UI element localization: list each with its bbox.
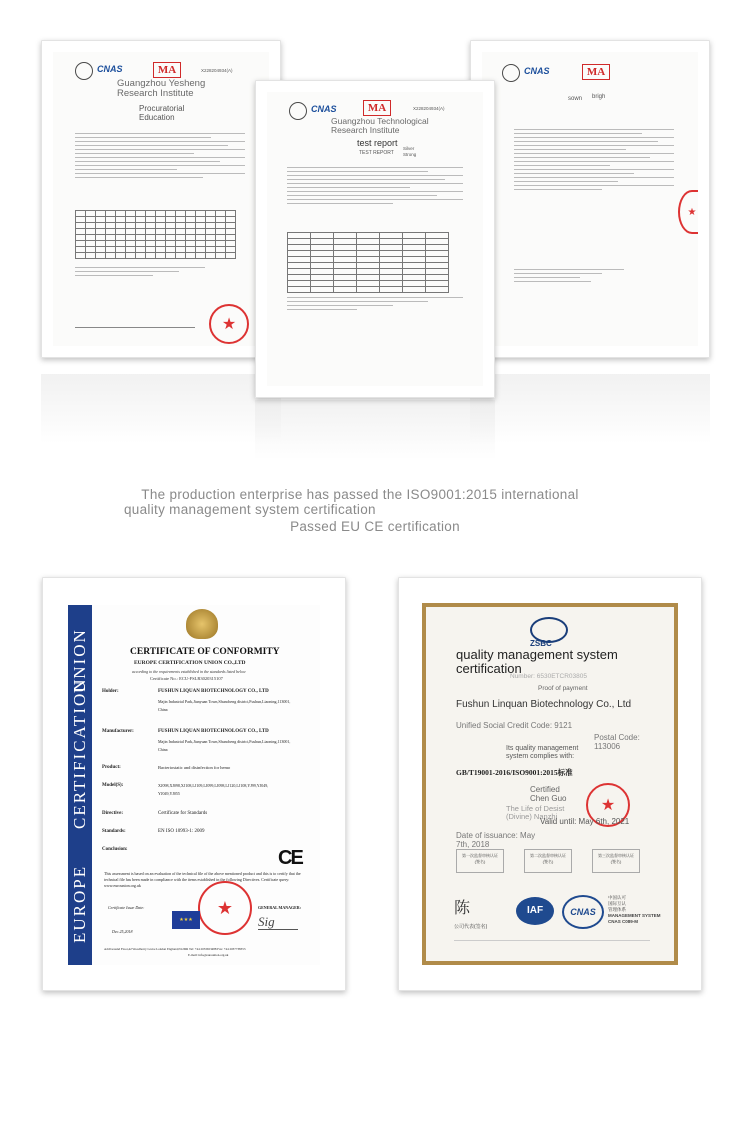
field-label-directive: Directive: xyxy=(102,811,124,816)
field-label-product: Product: xyxy=(102,765,121,770)
title-line-2: certification xyxy=(456,661,522,676)
brand-name: Guangzhou Yesheng xyxy=(117,78,206,89)
field-value-manufacturer: FUSHUN LIQUAN BIOTECHNOLOGY CO., LTD xyxy=(158,729,269,734)
mgmt-text-1: 中国认可 xyxy=(608,895,626,900)
report-body-text xyxy=(75,130,245,181)
field-label-models: Model(S): xyxy=(102,783,124,788)
title-line-1: quality management system xyxy=(456,647,618,662)
field-label-standards: Standards: xyxy=(102,829,126,834)
representative-label: 公司代表(签名) xyxy=(454,924,488,930)
iaf-logo-text: IAF xyxy=(526,905,544,916)
footer-address: Add:Ground Floor,42 Woodberry Grove London England,N12DR Tel: +44 2033653488 Fax: +44 2037738353 xyxy=(104,947,246,951)
standard-name: GB/T19001-2016/ISO9001:2015标准 xyxy=(456,768,573,777)
eu-flag-icon: ★★★ xyxy=(172,911,200,929)
company-name: Fushun Linquan Biotechnology Co., Ltd xyxy=(456,699,632,710)
signature-icon: Sig xyxy=(258,915,298,930)
issue-date-line-2: 7th, 2018 xyxy=(456,840,490,849)
ce-certificate-frame xyxy=(42,577,346,991)
certificate-number: Certificate No.: ECU-FSLR3020315107 xyxy=(150,676,223,681)
stamp-text-strong: Strong xyxy=(403,152,417,157)
divine-nanzhi: (Divine) Nanzhi xyxy=(506,812,558,821)
label-sown: sown xyxy=(568,96,583,102)
qms-certificate-frame xyxy=(398,577,702,991)
field-value-models: XJ098,XJ098,XJ108,LJ109,LJ099,LJ098,LJ120,LJ108,YJ99,YJ049, xyxy=(158,783,269,788)
certified-label: Certified xyxy=(530,785,560,794)
report-number: X228204934(A) xyxy=(201,68,233,73)
label-brigh: brigh xyxy=(592,94,606,100)
ma-mark: MA xyxy=(153,62,181,78)
institute-name: Research Institute xyxy=(331,125,400,135)
mgmt-text-5: CNAS C089-M xyxy=(608,919,639,924)
band-text-europe: EUROPE xyxy=(70,864,89,943)
field-value-directive: Certificate for Standards xyxy=(158,811,208,816)
report-left-frame xyxy=(41,40,281,358)
field-value-standards: EN ISO 10993-1: 2009 xyxy=(158,829,205,834)
proof-of-payment: Proof of payment xyxy=(538,685,588,692)
life-of-desist: The Life of Desist xyxy=(506,804,565,813)
audit-stamp-label-1: 第一次监督审核认证 xyxy=(462,853,498,858)
mgmt-text-4: MANAGEMENT SYSTEM xyxy=(608,913,661,918)
ce-mark: CE xyxy=(278,847,302,869)
audit-stamp-sub-2: (签名) xyxy=(542,859,554,864)
red-seal-icon: ★ xyxy=(209,304,249,344)
reflection-right xyxy=(470,374,710,444)
cnas-logo: CNAS xyxy=(524,66,550,76)
caption-line-2-text: quality management system certification xyxy=(124,502,376,517)
field-value-holder: FUSHUN LIQUAN BIOTECHNOLOGY CO., LTD xyxy=(158,689,269,694)
report-notes xyxy=(287,294,463,313)
report-center-frame xyxy=(255,80,495,398)
report-body-text xyxy=(514,126,674,193)
mgmt-text-2: 国际互认 xyxy=(608,901,626,906)
red-seal-icon: ★ xyxy=(198,881,252,935)
audit-stamp-sub-1: (签名) xyxy=(474,859,486,864)
ilac-logo-icon xyxy=(289,102,307,120)
valid-until: Valid until: May 6th, 2021 xyxy=(540,817,630,826)
band-text-union: UNION xyxy=(70,628,89,693)
report-title: test report xyxy=(357,138,398,148)
institute-name: Research Institute xyxy=(117,88,194,99)
certificate-number: Number: 6530ETCR03805 xyxy=(510,673,587,680)
report-number: X228204934(A) xyxy=(413,106,445,111)
caption-line-3: Passed EU CE certification xyxy=(290,519,460,534)
report-address-block xyxy=(514,266,624,285)
report-left-sheet xyxy=(53,52,269,346)
field-label-manufacturer: Manufacturer: xyxy=(102,729,134,734)
red-seal-icon: ★ xyxy=(678,190,698,234)
audit-stamp-sub-3: (签名) xyxy=(610,859,622,864)
reflection-left xyxy=(41,374,281,444)
audit-stamp-box-3 xyxy=(592,849,640,873)
field-value-holder-country: China xyxy=(158,707,168,712)
mgmt-text-3: 管理体系 xyxy=(608,907,626,912)
issue-date-line-1: Date of issuance: May xyxy=(456,831,536,840)
report-notes xyxy=(75,264,205,279)
band-text-certification: CERTIFICATION xyxy=(70,677,89,829)
zsbc-logo-text: ZSBC xyxy=(530,639,552,648)
certificate-title: CERTIFICATE OF CONFORMITY xyxy=(130,647,280,657)
ilac-logo-icon xyxy=(502,64,520,82)
field-value-models-2: YJ049,YJ055 xyxy=(158,791,180,796)
cnas-logo: CNAS xyxy=(311,104,337,114)
brand-name: Guangzhou Technological xyxy=(331,116,429,126)
issue-date-label: Certificate Issue Date: xyxy=(108,905,145,910)
report-right-sheet xyxy=(482,52,698,346)
representative-signature-icon: 陈 xyxy=(454,900,471,917)
issuer-subline: according to the requirements established in the standards listed below xyxy=(132,669,246,674)
qms-footer-text xyxy=(454,937,650,944)
cnas-logo: CNAS xyxy=(97,64,123,74)
report-data-table xyxy=(287,232,449,293)
postal-code: 113006 xyxy=(594,742,621,751)
iaf-logo xyxy=(516,897,554,925)
qms-certificate-sheet xyxy=(422,603,678,965)
certified-person: Chen Guo xyxy=(530,794,567,803)
report-subtitle: TEST REPORT xyxy=(359,150,394,156)
field-value-manufacturer-country: China xyxy=(158,747,168,752)
signature-row xyxy=(75,324,195,331)
footer-email: E-mail: info@eurounion.org.uk xyxy=(188,953,229,957)
complies-line-2: system complies with: xyxy=(506,753,575,760)
audit-stamp-label-2: 第二次监督审核认证 xyxy=(530,853,566,858)
doc-title-line-1: Procuratorial xyxy=(139,104,185,113)
ilac-logo-icon xyxy=(75,62,93,80)
doc-title-line-2: Education xyxy=(139,113,175,122)
cnas-logo-text: CNAS xyxy=(570,907,596,917)
caption-line-1: The production enterprise has passed the ISO9001:2015 international xyxy=(141,487,579,502)
field-value-manufacturer-address: Majin Industrial Park,Jianyuan Town,Shuncheng district,Fushun,Liaoning,113001, xyxy=(158,739,291,744)
issuer-name: EUROPE CERTIFICATION UNION CO.,LTD xyxy=(134,660,246,666)
cnas-logo xyxy=(562,895,604,929)
conclusion-text: This assessment is based on an evaluation of the technical file of the above mentioned product and this is to certify that the technical file has been made in compliance with the items established in the following Directives. Certificate query: www.eurounion.org.uk xyxy=(104,871,301,888)
caption-line-2 xyxy=(124,502,376,517)
ma-mark: MA xyxy=(582,64,610,80)
ce-certificate-sheet xyxy=(68,605,320,965)
reflection-center xyxy=(255,400,495,460)
postal-code-label: Postal Code: xyxy=(594,733,640,742)
audit-stamp-label-3: 第三次监督审核认证 xyxy=(598,853,634,858)
issue-date: Dec.25,2018 xyxy=(112,929,133,934)
stamp-text-silver: Silver xyxy=(403,146,415,151)
audit-stamp-box-2 xyxy=(524,849,572,873)
report-data-table xyxy=(75,210,236,259)
field-label-conclusion: Conclusion: xyxy=(102,847,128,852)
field-value-holder-address: Majin Industrial Park,Jianyuan Town,Shuncheng district,Fushun,Liaoning,113001, xyxy=(158,699,291,704)
report-right-frame xyxy=(470,40,710,358)
red-seal-icon: ★ xyxy=(586,783,630,827)
general-manager-label: GENERAL MANAGER: xyxy=(258,905,302,910)
field-label-holder: Holder: xyxy=(102,689,119,694)
audit-stamp-box-1 xyxy=(456,849,504,873)
report-center-sheet xyxy=(267,92,483,386)
field-value-product: Bacteriostatic and disinfection for hemo xyxy=(158,765,231,770)
complies-line-1: Its quality management xyxy=(506,745,579,752)
report-body-text xyxy=(287,164,463,207)
ma-mark: MA xyxy=(363,100,391,116)
gold-emblem-icon xyxy=(186,609,218,639)
credit-code: Unified Social Credit Code: 9121 xyxy=(456,721,573,730)
